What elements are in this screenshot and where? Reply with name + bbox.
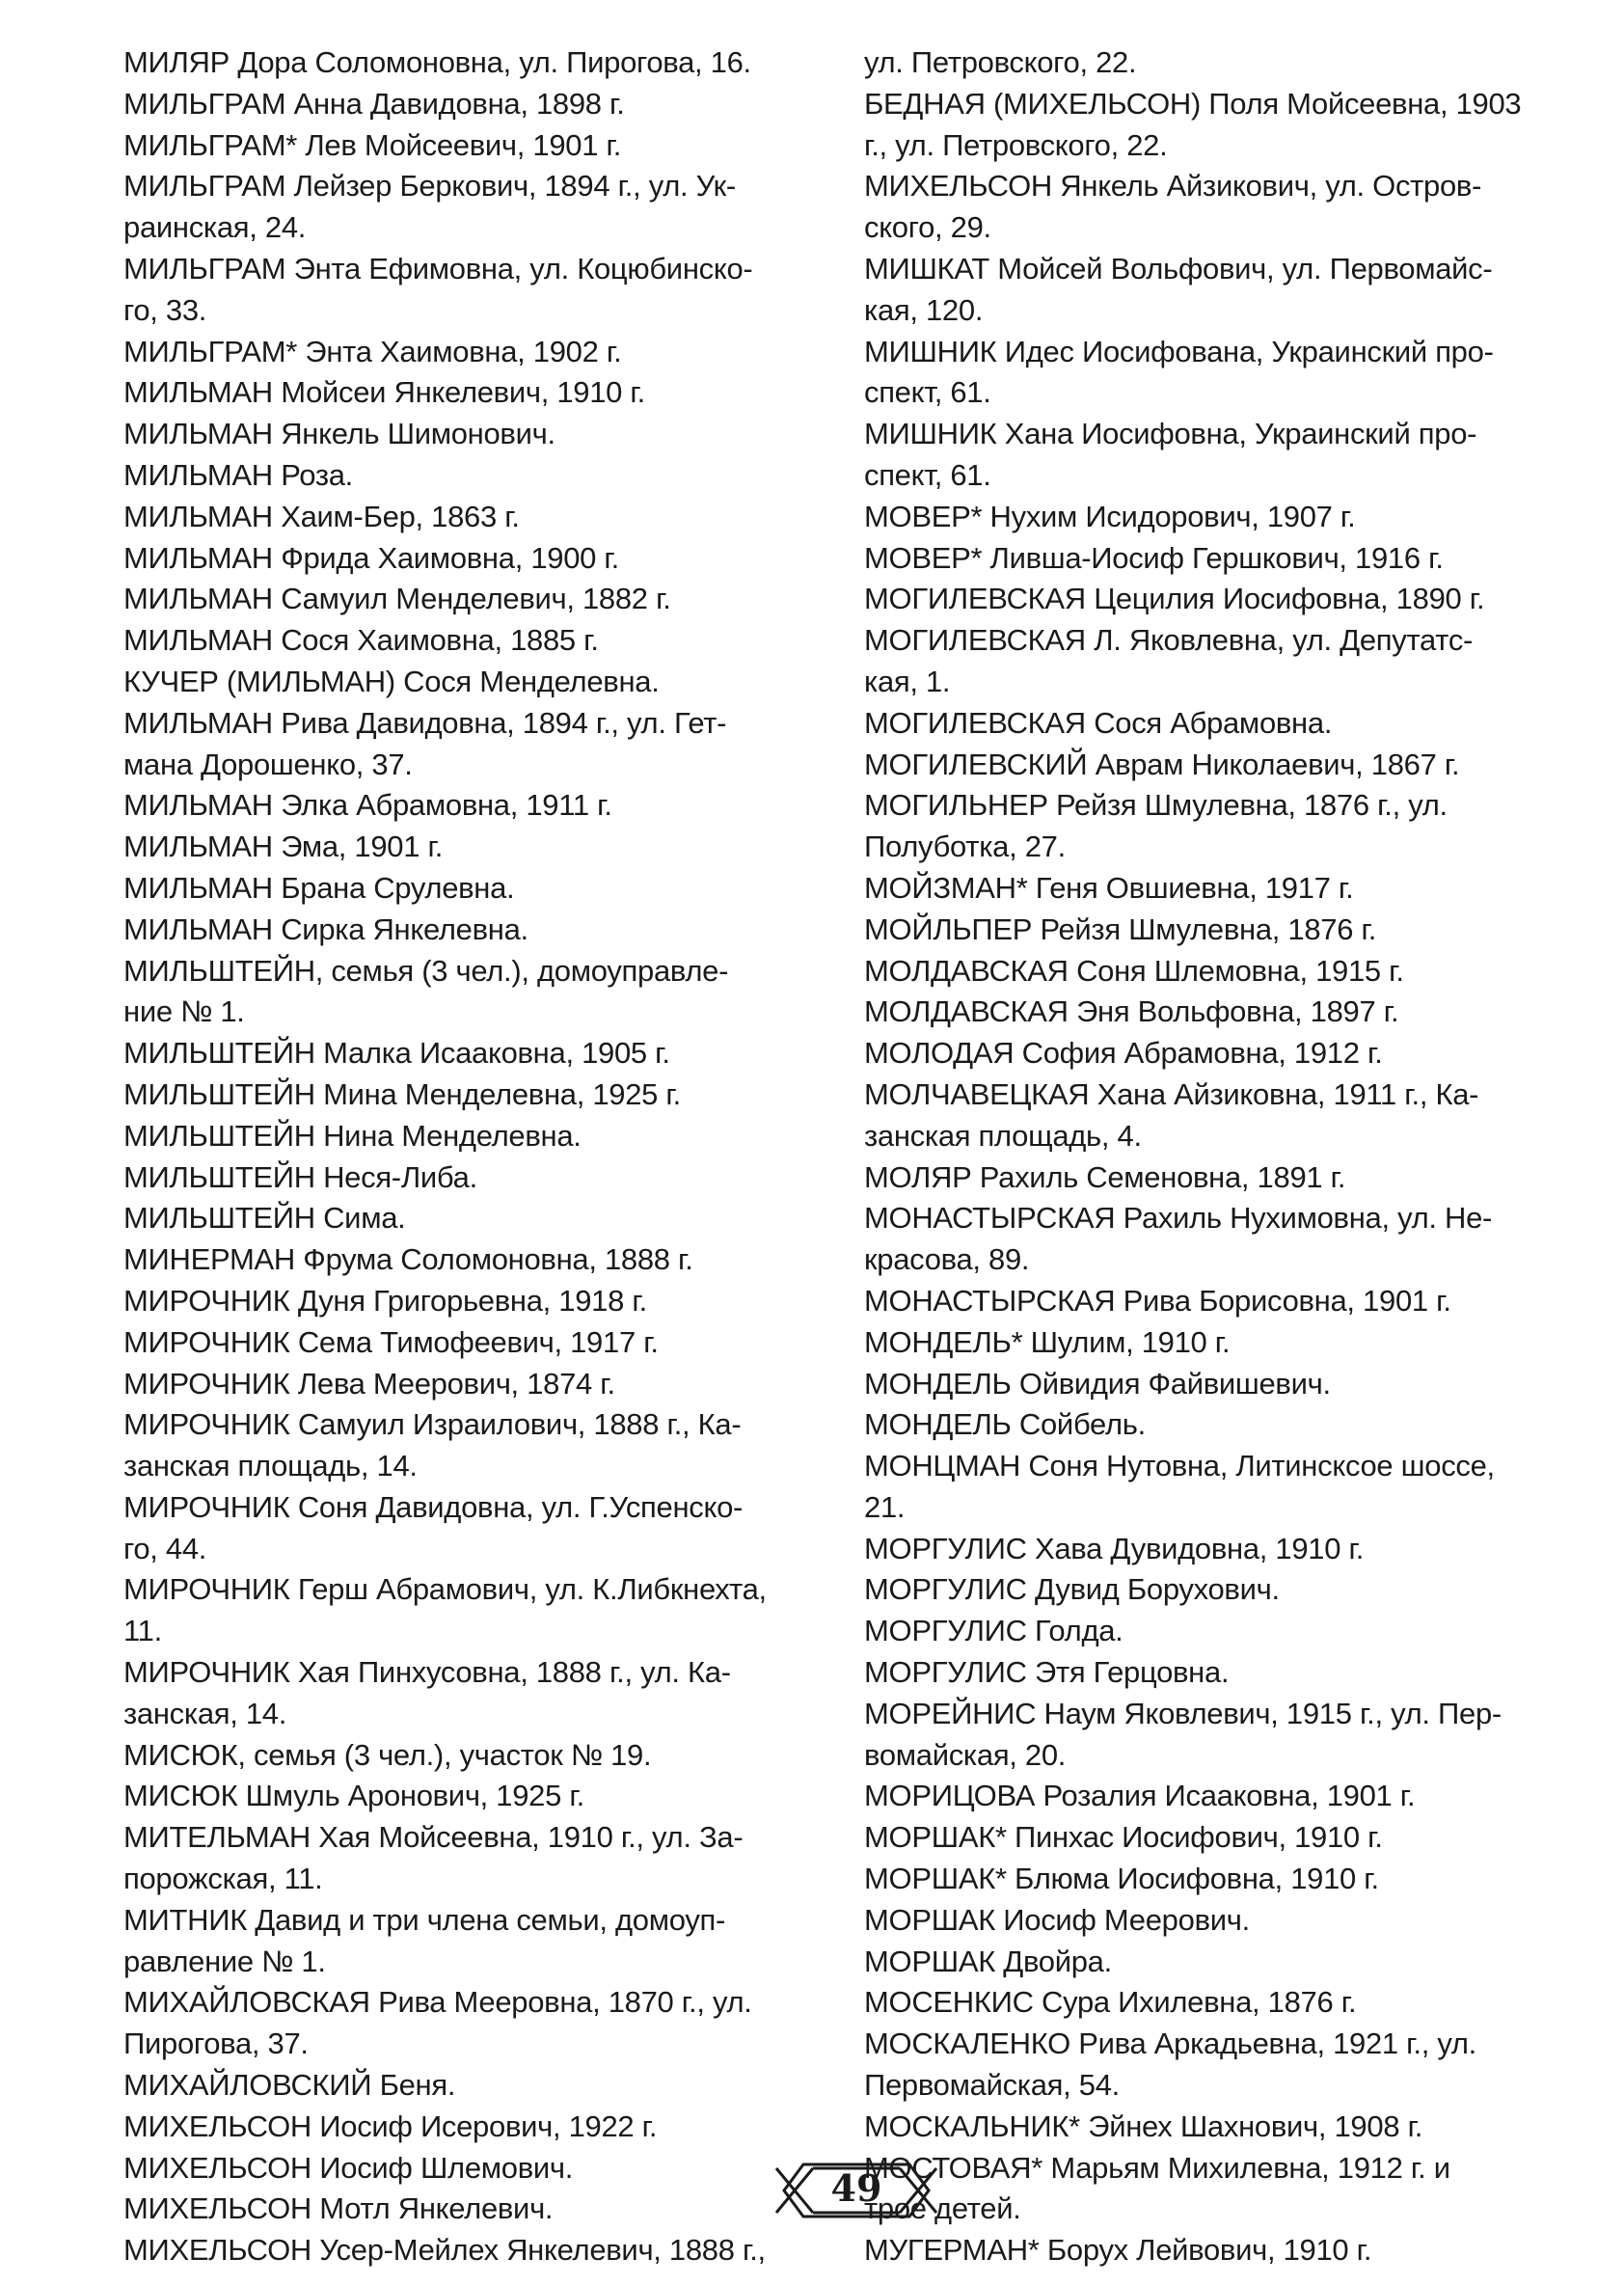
text-line: МИЛЬШТЕЙН, семья (3 чел.), домоуправле- — [123, 953, 729, 988]
text-line: спект, 61. — [864, 457, 991, 492]
text-line: МИРОЧНИК Самуил Израилович, 1888 г., Ка- — [123, 1407, 742, 1442]
text-line: МИЛЬШТЕЙН Мина Менделевна, 1925 г. — [123, 1076, 681, 1111]
text-line: МОРЕЙНИС Наум Яковлевич, 1915 г., ул. Пер- — [864, 1696, 1502, 1730]
text-line: МИРОЧНИК Сема Тимофеевич, 1917 г. — [123, 1324, 659, 1359]
text-line: МОВЕР* Ливша-Иосиф Гершкович, 1916 г. — [864, 540, 1444, 575]
text-line: МИНЕРМАН Фрума Соломоновна, 1888 г. — [123, 1242, 693, 1277]
text-line: МОРШАК* Блюма Иосифовна, 1910 г. — [864, 1862, 1379, 1896]
text-line: МОНДЕЛЬ Сойбель. — [864, 1407, 1146, 1442]
text-line: МИРОЧНИК Герш Абрамович, ул. К.Либкнехта, — [123, 1572, 767, 1607]
text-line: занская, 14. — [123, 1696, 287, 1730]
text-line: Полуботка, 27. — [864, 830, 1066, 864]
text-line: МИШКАТ Мойсей Вольфович, ул. Первомайс- — [864, 251, 1493, 286]
text-line: вомайская, 20. — [864, 1737, 1067, 1772]
text-line: Первомайская, 54. — [864, 2068, 1120, 2103]
text-line: ского, 29. — [864, 210, 991, 245]
text-line: ул. Петровского, 22. — [864, 45, 1137, 79]
page-number-ornament — [774, 2157, 938, 2224]
text-line: БЕДНАЯ (МИХЕЛЬСОН) Поля Мойсеевна, 1903 — [864, 86, 1522, 121]
text-line: МОНАСТЫРСКАЯ Рахиль Нухимовна, ул. Не- — [864, 1201, 1493, 1236]
text-line: МИЛЬШТЕЙН Малка Исааковна, 1905 г. — [123, 1036, 670, 1071]
text-line: МИЛЬШТЕЙН Сима. — [123, 1201, 406, 1236]
text-line: МИХЕЛЬСОН Усер-Мейлех Янкелевич, 1888 г., — [123, 2233, 766, 2268]
text-line: МИЛЬМАН Элка Абрамовна, 1911 г. — [123, 788, 612, 823]
text-line: МОСТОВАЯ* Марьям Михилевна, 1912 г. и — [864, 2150, 1450, 2185]
text-line: МОГИЛЕВСКАЯ Цецилия Иосифовна, 1890 г. — [864, 582, 1485, 616]
text-line: красова, 89. — [864, 1242, 1030, 1277]
text-line: МОРГУЛИС Этя Герцовна. — [864, 1655, 1230, 1690]
text-line: МИЛЬМАН Фрида Хаимовна, 1900 г. — [123, 540, 619, 575]
text-line: МИРОЧНИК Лева Меерович, 1874 г. — [123, 1366, 615, 1401]
text-line: МОРГУЛИС Хава Дувидовна, 1910 г. — [864, 1531, 1365, 1565]
text-line: 11. — [123, 1614, 162, 1648]
text-line: МИЛЯР Дора Соломоновна, ул. Пирогова, 16. — [123, 45, 751, 79]
text-line: МИЛЬМАН Брана Срулевна. — [123, 870, 515, 905]
text-line: МИХЕЛЬСОН Иосиф Шлемович. — [123, 2150, 574, 2185]
page-number: 49 — [830, 2166, 882, 2210]
text-line: МОРГУЛИС Дувид Борухович. — [864, 1572, 1280, 1607]
text-line: МИШНИК Идес Иосифована, Украинский про- — [864, 334, 1494, 368]
text-line: МОНДЕЛЬ Ойвидия Файвишевич. — [864, 1366, 1331, 1401]
text-line: МИЛЬМАН Эма, 1901 г. — [123, 830, 444, 864]
text-line: МОГИЛЕВСКАЯ Л. Яковлевна, ул. Депутатс- — [864, 623, 1474, 658]
text-line: МИРОЧНИК Дуня Григорьевна, 1918 г. — [123, 1283, 647, 1318]
text-line: МОНАСТЫРСКАЯ Рива Борисовна, 1901 г. — [864, 1283, 1451, 1318]
text-line: порожская, 11. — [123, 1862, 323, 1896]
text-line: МИЛЬМАН Янкель Шимонович. — [123, 417, 555, 451]
text-line: МИХАЙЛОВСКАЯ Рива Мееровна, 1870 г., ул. — [123, 1985, 752, 2020]
text-line: трое детей. — [864, 2191, 1021, 2226]
text-line: МИЛЬШТЕЙН Нина Менделевна. — [123, 1118, 582, 1153]
text-line: МИХЕЛЬСОН Иосиф Исерович, 1922 г. — [123, 2108, 658, 2143]
text-line: МОЛЧАВЕЦКАЯ Хана Айзиковна, 1911 г., Ка- — [864, 1076, 1479, 1111]
text-line: МОГИЛЕВСКИЙ Аврам Николаевич, 1867 г. — [864, 747, 1460, 781]
text-line: МОРШАК Двойра. — [864, 1944, 1112, 1978]
text-line: занская площадь, 14. — [123, 1449, 418, 1483]
text-line: ние № 1. — [123, 994, 245, 1029]
text-line: равление № 1. — [123, 1944, 326, 1978]
left-column — [123, 42, 779, 2271]
text-line: МИЛЬГРАМ* Лев Мойсеевич, 1901 г. — [123, 127, 622, 162]
text-line: МИЛЬГРАМ Анна Давидовна, 1898 г. — [123, 86, 625, 121]
text-line: МИХЕЛЬСОН Янкель Айзикович, ул. Остров- — [864, 169, 1482, 204]
text-line: занская площадь, 4. — [864, 1118, 1142, 1153]
text-line: МИЛЬМАН Сося Хаимовна, 1885 г. — [123, 623, 599, 658]
text-line: МИРОЧНИК Соня Давидовна, ул. Г.Успенско- — [123, 1489, 744, 1524]
text-line: МИШНИК Хана Иосифовна, Украинский про- — [864, 417, 1477, 451]
text-line: МУГЕРМАН* Борух Лейвович, 1910 г. — [864, 2233, 1372, 2268]
text-line: МОСКАЛЬНИК* Эйнех Шахнович, 1908 г. — [864, 2108, 1423, 2143]
text-line: МОСЕНКИС Сура Ихилевна, 1876 г. — [864, 1985, 1357, 2020]
text-line: МОРШАК Иосиф Меерович. — [864, 1902, 1250, 1937]
text-line: МОЛДАВСКАЯ Эня Вольфовна, 1897 г. — [864, 994, 1399, 1029]
text-line: кая, 1. — [864, 664, 951, 698]
text-line: МИХАЙЛОВСКИЙ Беня. — [123, 2068, 456, 2103]
text-line: МИТНИК Давид и три члена семьи, домоуп- — [123, 1902, 726, 1937]
text-line: МИЛЬМАН Мойсеи Янкелевич, 1910 г. — [123, 375, 645, 410]
text-line: Пирогова, 37. — [123, 2027, 309, 2061]
text-line: МОЙЛЬПЕР Рейзя Шмулевна, 1876 г. — [864, 911, 1377, 946]
text-line: г., ул. Петровского, 22. — [864, 127, 1168, 162]
text-line: МОЛОДАЯ София Абрамовна, 1912 г. — [864, 1036, 1383, 1071]
text-line: МИЛЬШТЕЙН Неся-Либа. — [123, 1159, 477, 1194]
text-line: 21. — [864, 1489, 906, 1524]
text-line: МИТЕЛЬМАН Хая Мойсеевна, 1910 г., ул. За- — [123, 1820, 744, 1855]
text-line: МИСЮК Шмуль Аронович, 1925 г. — [123, 1779, 584, 1813]
text-line: МОЛЯР Рахиль Семеновна, 1891 г. — [864, 1159, 1346, 1194]
text-line: мана Дорошенко, 37. — [123, 747, 413, 781]
text-line: МОЛДАВСКАЯ Соня Шлемовна, 1915 г. — [864, 953, 1404, 988]
text-line: раинская, 24. — [123, 210, 307, 245]
text-line: МИЛЬМАН Хаим-Бер, 1863 г. — [123, 499, 520, 533]
text-line: МИЛЬГРАМ* Энта Хаимовна, 1902 г. — [123, 334, 622, 368]
text-line: МОГИЛЕВСКАЯ Сося Абрамовна. — [864, 705, 1333, 740]
text-line: МОНДЕЛЬ* Шулим, 1910 г. — [864, 1324, 1231, 1359]
right-column — [864, 42, 1520, 2271]
text-line: МОНЦМАН Соня Нутовна, Литинсксое шоссе, — [864, 1449, 1495, 1483]
text-line: МОРШАК* Пинхас Иосифович, 1910 г. — [864, 1820, 1383, 1855]
text-line: МОРИЦОВА Розалия Исааковна, 1901 г. — [864, 1779, 1416, 1813]
text-line: МОГИЛЬНЕР Рейзя Шмулевна, 1876 г., ул. — [864, 788, 1448, 823]
text-line: спект, 61. — [864, 375, 991, 410]
text-line: го, 44. — [123, 1531, 207, 1565]
text-line: МИЛЬМАН Роза. — [123, 457, 353, 492]
text-line: МОРГУЛИС Голда. — [864, 1614, 1123, 1648]
text-line: МИЛЬМАН Самуил Менделевич, 1882 г. — [123, 582, 671, 616]
text-line: го, 33. — [123, 292, 207, 327]
text-line: МИСЮК, семья (3 чел.), участок № 19. — [123, 1737, 652, 1772]
text-line: МИЛЬМАН Рива Давидовна, 1894 г., ул. Гет- — [123, 705, 727, 740]
text-line: кая, 120. — [864, 292, 984, 327]
text-line: МОЙЗМАН* Геня Овшиевна, 1917 г. — [864, 870, 1354, 905]
text-line: МИЛЬГРАМ Энта Ефимовна, ул. Коцюбинско- — [123, 251, 753, 286]
text-line: МОВЕР* Нухим Исидорович, 1907 г. — [864, 499, 1356, 533]
text-line: МОСКАЛЕНКО Рива Аркадьевна, 1921 г., ул. — [864, 2027, 1476, 2061]
text-line: МИЛЬГРАМ Лейзер Беркович, 1894 г., ул. Ук- — [123, 169, 736, 204]
text-line: МИХЕЛЬСОН Мотл Янкелевич. — [123, 2191, 554, 2226]
text-line: МИРОЧНИК Хая Пинхусовна, 1888 г., ул. Ка- — [123, 1655, 731, 1690]
text-line: МИЛЬМАН Сирка Янкелевна. — [123, 911, 528, 946]
text-line: КУЧЕР (МИЛЬМАН) Сося Менделевна. — [123, 664, 660, 698]
